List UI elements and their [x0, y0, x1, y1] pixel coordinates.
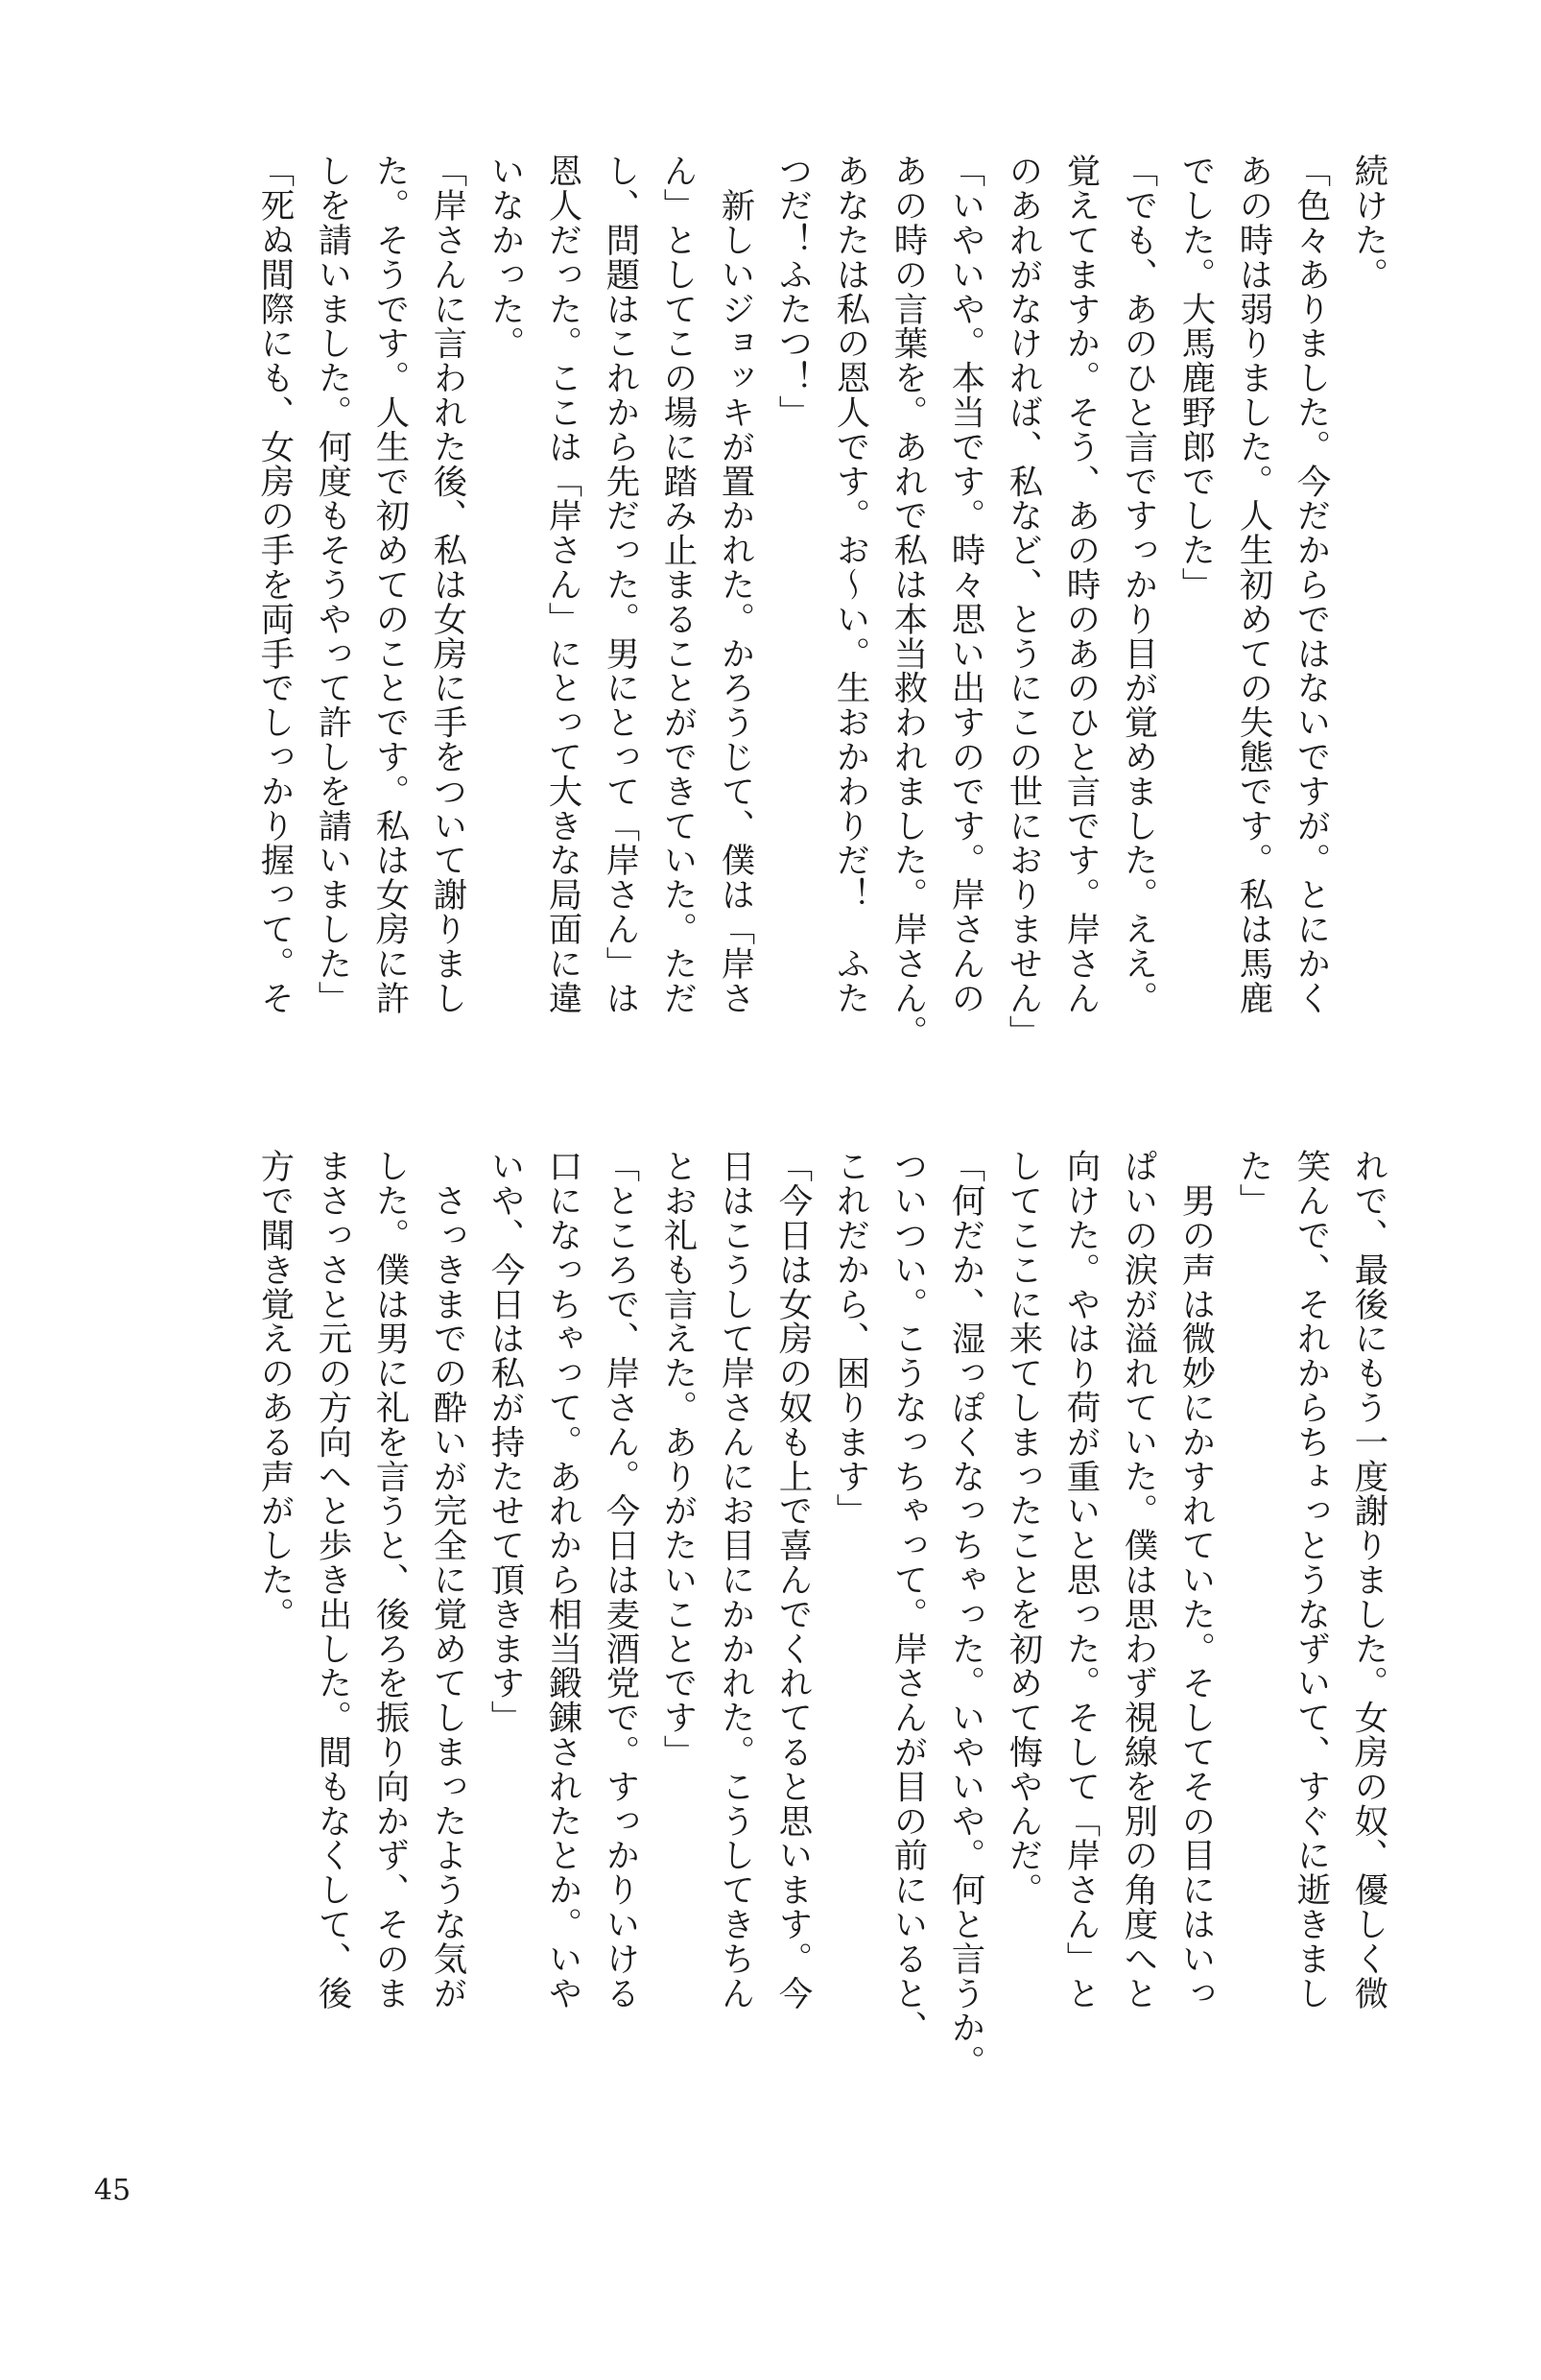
text-line: 「色々ありました。今だからではないですが。とにかく — [1292, 154, 1331, 1015]
text-line: ぱいの涙が溢れていた。僕は思わず視線を別の角度へと — [1119, 1149, 1158, 2011]
text-line: し、問題はこれから先だった。男にとって「岸さん」は — [601, 154, 640, 1015]
text-line: た」 — [1234, 1149, 1273, 1218]
text-line: してここに来てしまったことを初めて悔やんだ。 — [1004, 1149, 1043, 1907]
text-line: 方で聞き覚えのある声がした。 — [255, 1149, 295, 1631]
text-line: 男の声は微妙にかすれていた。そしてその目にはいっ — [1176, 1149, 1216, 2011]
text-line: さっきまでの酔いが完全に覚めてしまったような気が — [428, 1149, 467, 2011]
text-line: つだ！ふたつ！」 — [773, 154, 813, 430]
text-line: しを請いました。何度もそうやって許しを請いました」 — [313, 154, 352, 1015]
text-line: 向けた。やはり荷が重いと思った。そして「岸さん」と — [1061, 1149, 1101, 2011]
text-line: 「ところで、岸さん。今日は麦酒党で。すっかりいける — [601, 1149, 640, 2011]
text-line: 新しいジョッキが置かれた。かろうじて、僕は「岸さ — [716, 154, 755, 1015]
text-line: ん」としてこの場に踏み止まることができていた。ただ — [658, 154, 698, 1015]
text-line: とお礼も言えた。ありがたいことです」 — [658, 1149, 698, 1770]
text-line: でした。大馬鹿野郎でした」 — [1176, 154, 1216, 602]
text-line: 覚えてますか。そう、あの時のあのひと言です。岸さん — [1061, 154, 1101, 1015]
text-line: あなたは私の恩人です。お～い。生おかわりだ！ ふた — [831, 154, 870, 1015]
text-line: 恩人だった。ここは「岸さん」にとって大きな局面に違 — [543, 154, 582, 1015]
text-line: 日はこうして岸さんにお目にかかれた。こうしてきちん — [716, 1149, 755, 2011]
text-line: た。そうです。人生で初めてのことです。私は女房に許 — [370, 154, 410, 1015]
page-number: 45 — [94, 2174, 131, 2207]
text-line: 「岸さんに言われた後、私は女房に手をついて謝りまし — [428, 154, 467, 1015]
upper-text-block — [121, 154, 1397, 1056]
text-line: あの時は弱りました。人生初めての失態です。私は馬鹿 — [1234, 154, 1273, 1015]
text-line: 「何だか、湿っぽくなっちゃった。いやいや。何と言うか。 — [946, 1149, 985, 2080]
text-line: ついつい。こうなっちゃって。岸さんが目の前にいると、 — [889, 1149, 928, 2045]
text-line: 笑んで、それからちょっとうなずいて、すぐに逝きまし — [1292, 1149, 1331, 2011]
text-line: いや、今日は私が持たせて頂きます」 — [486, 1149, 525, 1735]
text-line: 「でも、あのひと言ですっかり目が覚めました。ええ。 — [1119, 154, 1158, 1015]
text-line: 「死ぬ間際にも、女房の手を両手でしっかり握って。そ — [255, 154, 295, 1015]
text-line: 「今日は女房の奴も上で喜んでくれてると思います。今 — [773, 1149, 813, 2011]
text-line: した。僕は男に礼を言うと、後ろを振り向かず、そのま — [370, 1149, 410, 2011]
text-line: 口になっちゃって。あれから相当鍛錬されたとか。いや — [543, 1149, 582, 2011]
text-line: 続けた。 — [1349, 154, 1388, 292]
lower-text-block — [121, 1149, 1397, 2080]
text-line: 「いやいや。本当です。時々思い出すのです。岸さんの — [946, 154, 985, 1015]
text-line: まさっさと元の方向へと歩き出した。間もなくして、後 — [313, 1149, 352, 2011]
text-line: のあれがなければ、私など、とうにこの世におりません」 — [1004, 154, 1043, 1050]
text-line: いなかった。 — [486, 154, 525, 361]
text-line: れで、最後にもう一度謝りました。女房の奴、優しく微 — [1349, 1149, 1388, 2011]
text-line: これだから、困ります」 — [831, 1149, 870, 1528]
text-line: あの時の言葉を。あれで私は本当救われました。岸さん。 — [889, 154, 928, 1050]
